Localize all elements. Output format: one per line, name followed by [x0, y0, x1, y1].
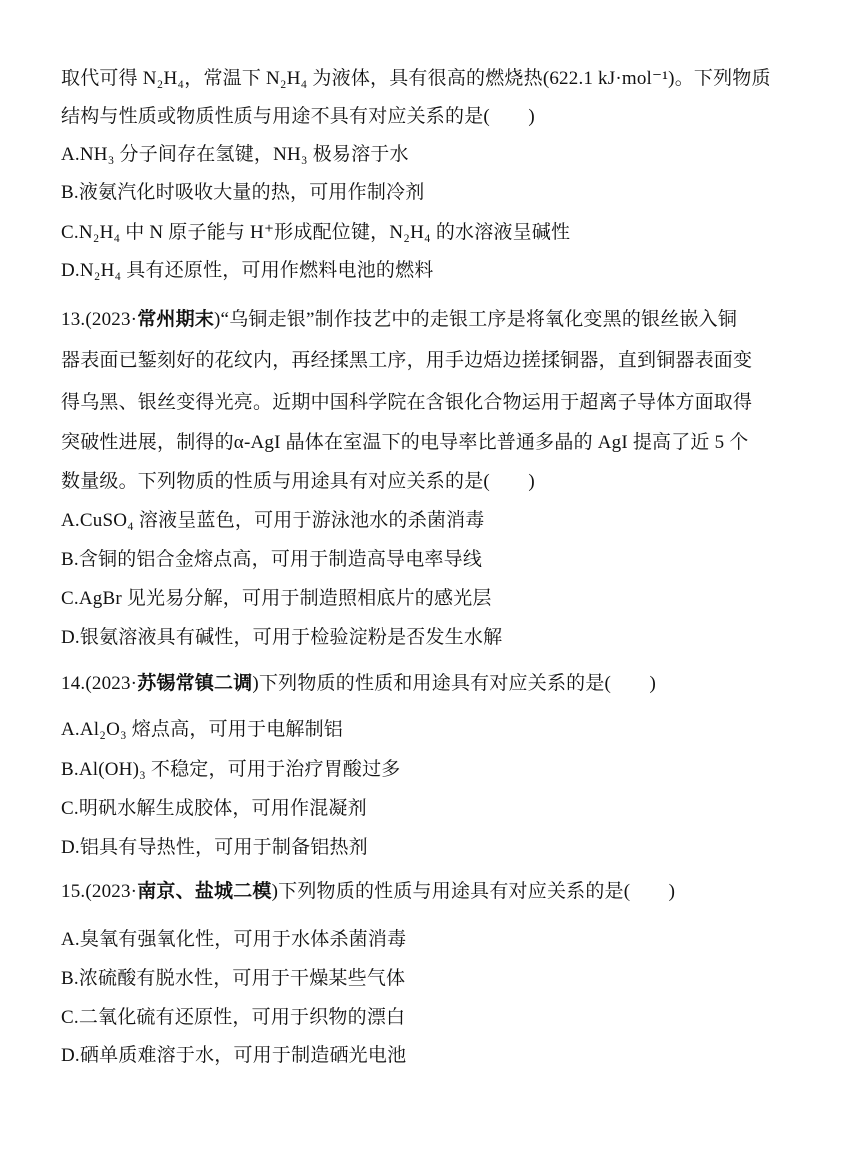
question-15-option-d: D.硒单质难溶于水，可用于制造硒光电池	[61, 1045, 407, 1066]
question-12-option-b: B.液氨汽化时吸收大量的热，可用作制冷剂	[61, 182, 425, 203]
question-15-source: 南京、盐城二模	[137, 881, 272, 902]
question-12-option-d: D.N₂H₄ 具有还原性，可用作燃料电池的燃料	[61, 260, 434, 281]
question-15-number: 15.(2023·	[61, 881, 138, 902]
question-13-option-b: B.含铜的铝合金熔点高，可用于制造高导电率导线	[61, 549, 483, 570]
question-13-option-c: C.AgBr 见光易分解，可用于制造照相底片的感光层	[61, 588, 492, 609]
question-13-stem-line-4: 数量级。下列物质的性质与用途具有对应关系的是( )	[61, 471, 535, 492]
question-13-source: 常州期末	[137, 309, 215, 330]
question-13-heading-text: )“乌铜走银”制作技艺中的走银工序是将氧化变黑的银丝嵌入铜	[214, 309, 738, 330]
question-13-number: 13.(2023·	[61, 309, 138, 330]
question-14-heading-text: )下列物质的性质和用途具有对应关系的是( )	[252, 673, 657, 694]
question-14-heading	[61, 671, 820, 697]
question-12-stem-line-1: 取代可得 N₂H₄，常温下 N₂H₄ 为液体，具有很高的燃烧热(622.1 kJ·mol⁻¹)。下列物质	[61, 68, 771, 89]
question-13-stem-line-2: 得乌黑、银丝变得光亮。近期中国科学院在含银化合物运用于超离子导体方面取得	[61, 392, 753, 413]
question-12-stem-line-2: 结构与性质或物质性质与用途不具有对应关系的是( )	[61, 106, 535, 127]
question-13-stem-line-3: 突破性进展，制得的α‑AgI 晶体在室温下的电导率比普通多晶的 AgI 提高了近 5 个	[61, 432, 749, 453]
question-13-option-a: A.CuSO₄ 溶液呈蓝色，可用于游泳池水的杀菌消毒	[61, 510, 485, 531]
question-14-option-b: B.Al(OH)₃ 不稳定，可用于治疗胃酸过多	[61, 759, 401, 780]
question-15-option-b: B.浓硫酸有脱水性，可用于干燥某些气体	[61, 968, 406, 989]
question-15-option-c: C.二氧化硫有还原性，可用于织物的漂白	[61, 1007, 406, 1028]
question-12-option-c: C.N₂H₄ 中 N 原子能与 H⁺形成配位键，N₂H₄ 的水溶液呈碱性	[61, 222, 571, 243]
question-13-stem-line-1: 器表面已錾刻好的花纹内，再经揉黑工序，用手边焐边搓揉铜器，直到铜器表面变	[61, 350, 753, 371]
question-13-option-d: D.银氨溶液具有碱性，可用于检验淀粉是否发生水解	[61, 627, 503, 648]
question-14-option-d: D.铝具有导热性，可用于制备铝热剂	[61, 837, 368, 858]
question-14-number: 14.(2023·	[61, 673, 138, 694]
question-14-source: 苏锡常镇二调	[137, 673, 253, 694]
question-15-option-a: A.臭氧有强氧化性，可用于水体杀菌消毒	[61, 929, 407, 950]
question-13-heading	[61, 307, 820, 333]
question-14-option-a: A.Al₂O₃ 熔点高，可用于电解制铝	[61, 719, 343, 740]
question-14-option-c: C.明矾水解生成胶体，可用作混凝剂	[61, 798, 367, 819]
question-12-option-a: A.NH₃ 分子间存在氢键，NH₃ 极易溶于水	[61, 144, 409, 165]
question-15-heading-text: )下列物质的性质与用途具有对应关系的是( )	[271, 881, 676, 902]
question-15-heading	[61, 879, 820, 905]
